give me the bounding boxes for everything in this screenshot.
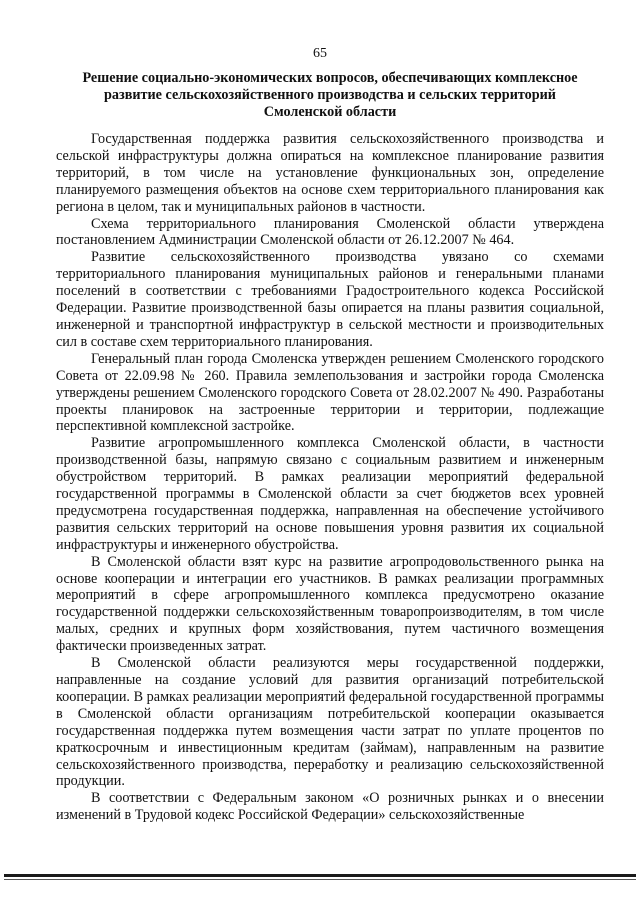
paragraph-retail-markets: В соответствии с Федеральным законом «О розничных рынках и о внесении изменений в Трудовой кодекс Российской Федерации» сельскохозяйственные bbox=[56, 790, 604, 824]
paragraph-general-plan: Генеральный план города Смоленска утвержден решением Смоленского городского Совета от 22.09.98 № 260. Правила землепользования и застройки города Смоленска утверждены решением Смоленского городского Совета от 28.02.2007 № 490. Разработаны проекты планировок на застроенные территории и территории, подлежащие перспективной комплексной застройке. bbox=[56, 350, 604, 435]
paragraph-planning: Государственная поддержка развития сельскохозяйственного производства и сельской инфраструктуры должна опираться на комплексное планирование развития территорий, в том числе на установление функциональных зон, определение планируемого размещения объектов на основе схем территориального планирования как региона в целом, так и муниципальных районов в частности. bbox=[56, 131, 604, 215]
footer-rule-thin bbox=[4, 879, 636, 880]
heading-line-1: Решение социально-экономических вопросов, обеспечивающих комплексное bbox=[82, 70, 578, 86]
body-text bbox=[56, 131, 604, 824]
paragraph-production-development: Развитие сельскохозяйственного производства увязано со схемами территориального планирования муниципальных районов и генеральными планами поселений в соответствии с требованиями Градостроительного кодекса Российской Федерации. Развитие производственной базы опирается на планы развития социальной, инженерной и транспортной инфраструктур в сельской местности и производительных сил в составе схем территориального планирования. bbox=[56, 249, 604, 350]
paragraph-agro-complex: Развитие агропромышленного комплекса Смоленской области, в частности производственной базы, напрямую связано с социальным развитием и инженерным обустройством территорий. В рамках реализации мероприятий федеральной государственной программы в Смоленской области за счет бюджетов всех уровней предусмотрена государственная поддержка, направленная на обеспечение устойчивого развития сельских территорий на основе повышения уровня развития их социальной инфраструктуры и инженерного обустройства. bbox=[56, 435, 604, 553]
paragraph-consumer-cooperation: В Смоленской области реализуются меры государственной поддержки, направленные на создание условий для развития организаций потребительской кооперации. В рамках реализации мероприятий федеральной государственной программы в Смоленской области организациям потребительской кооперации оказывается государственная поддержка путем возмещения части затрат по уплате процентов по краткосрочным и инвестиционным кредитам (займам), направленным на развитие сельскохозяйственного производства, переработку и реализацию сельскохозяйственной продукции. bbox=[56, 655, 604, 790]
page-number: 65 bbox=[313, 46, 327, 61]
paragraph-agro-market: В Смоленской области взят курс на развитие агропродовольственного рынка на основе кооперации и интеграции его участников. В рамках реализации программных мероприятий в сфере агропромышленного комплекса предусмотрено оказание государственной поддержки сельскохозяйственным товаропроизводителям, в том числе малых, средних и крупных форм хозяйствования, путем частичного возмещения фактически произведенных затрат. bbox=[56, 553, 604, 655]
section-heading bbox=[56, 70, 604, 121]
paragraph-territorial-scheme: Схема территориального планирования Смоленской области утверждена постановлением Администрации Смоленской области от 26.12.2007 № 464. bbox=[56, 215, 604, 249]
heading-line-3: Смоленской области bbox=[263, 104, 397, 120]
heading-line-2: развитие сельскохозяйственного производства и сельских территорий bbox=[104, 87, 556, 103]
footer-rule bbox=[4, 874, 636, 877]
